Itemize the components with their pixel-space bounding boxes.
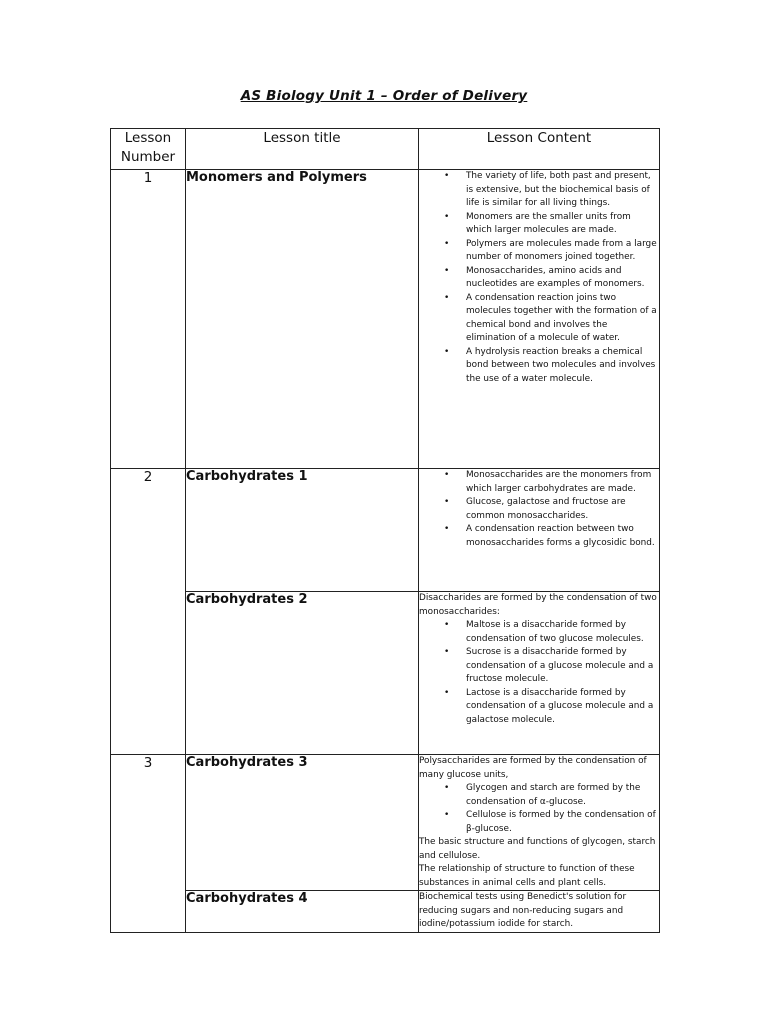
list-item: • Monomers are the smaller units from which larger molecules are made. (419, 211, 659, 238)
content-intro: Polysaccharides are formed by the condensation of many glucose units, (419, 756, 647, 780)
bullet-list (419, 782, 659, 836)
list-item: • Lactose is a disaccharide formed by condensation of a glucose molecule and a galactose molecule. (419, 687, 659, 728)
content-intro: Disaccharides are formed by the condensation of two monosaccharides: (419, 593, 657, 617)
lesson-title: Carbohydrates 4 (186, 891, 419, 933)
lesson-title: Monomers and Polymers (186, 170, 419, 469)
lesson-title: Carbohydrates 2 (186, 592, 419, 755)
document-title: AS Biology Unit 1 – Order of Delivery (240, 88, 528, 104)
table-row (111, 592, 660, 755)
lesson-content (419, 592, 660, 755)
list-item: • Polymers are molecules made from a large number of monomers joined together. (419, 238, 659, 265)
header-lesson-number: Lesson Number (111, 129, 186, 170)
table-row (111, 170, 660, 469)
list-item: • A hydrolysis reaction breaks a chemical bond between two molecules and involves the use of a water molecule. (419, 346, 659, 387)
lessons-table (110, 128, 660, 933)
list-item: • A condensation reaction joins two molecules together with the formation of a chemical bond and involves the elimination of a molecule of water. (419, 292, 659, 346)
header-lesson-title: Lesson title (186, 129, 419, 170)
lesson-content (419, 891, 660, 933)
list-item: • Monosaccharides, amino acids and nucleotides are examples of monomers. (419, 265, 659, 292)
list-item: • Glucose, galactose and fructose are common monosaccharides. (419, 496, 659, 523)
lesson-title: Carbohydrates 3 (186, 755, 419, 891)
content-paragraph: The relationship of structure to function of these substances in animal cells and plant cells. (419, 864, 635, 888)
list-item: • Glycogen and starch are formed by the condensation of α-glucose. (419, 782, 659, 809)
lesson-number: 1 (111, 170, 186, 469)
lesson-content (419, 469, 660, 592)
content-intro: Biochemical tests using Benedict's solution for reducing sugars and non-reducing sugars and iodine/potassium iodide for starch. (419, 892, 627, 929)
list-item: • Monosaccharides are the monomers from which larger carbohydrates are made. (419, 469, 659, 496)
bullet-list (419, 619, 659, 727)
list-item: • Sucrose is a disaccharide formed by condensation of a glucose molecule and a fructose molecule. (419, 646, 659, 687)
lesson-content (419, 170, 660, 469)
lesson-title: Carbohydrates 1 (186, 469, 419, 592)
lesson-number (111, 592, 186, 755)
content-paragraph: The basic structure and functions of glycogen, starch and cellulose. (419, 837, 656, 861)
table-row (111, 891, 660, 933)
table-header-row (111, 129, 660, 170)
list-item: • Cellulose is formed by the condensation of β-glucose. (419, 809, 659, 836)
list-item: • A condensation reaction between two monosaccharides forms a glycosidic bond. (419, 523, 659, 550)
list-item: • Maltose is a disaccharide formed by condensation of two glucose molecules. (419, 619, 659, 646)
lesson-number (111, 891, 186, 933)
list-item: • The variety of life, both past and present, is extensive, but the biochemical basis of life is similar for all living things. (419, 170, 659, 211)
lesson-number: 2 (111, 469, 186, 592)
lesson-content (419, 755, 660, 891)
header-lesson-content: Lesson Content (419, 129, 660, 170)
bullet-list (419, 170, 659, 386)
table-row (111, 755, 660, 891)
table-row (111, 469, 660, 592)
bullet-list (419, 469, 659, 550)
lesson-number: 3 (111, 755, 186, 891)
